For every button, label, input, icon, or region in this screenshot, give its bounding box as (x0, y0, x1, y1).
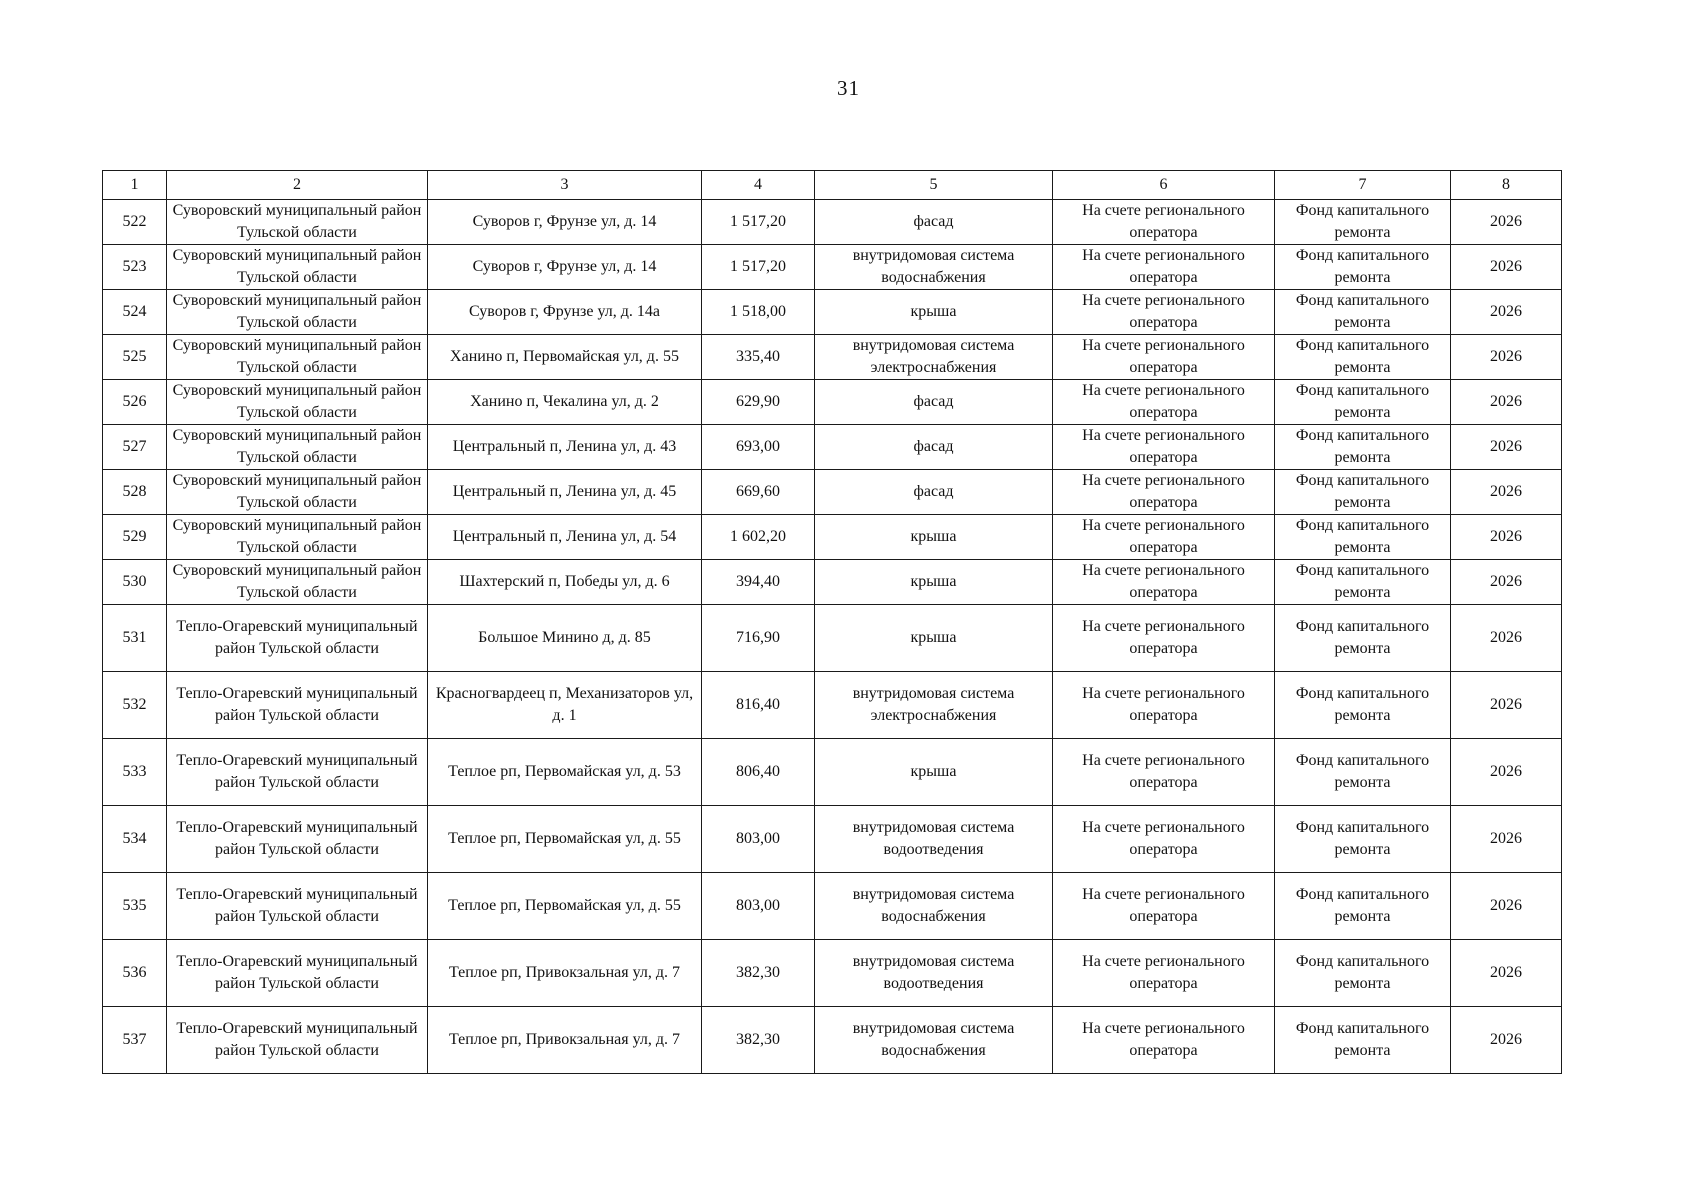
district-cell: Суворовский муниципальный район Тульской области (167, 335, 428, 380)
table-row (103, 940, 1562, 1007)
row-number-cell: 523 (103, 245, 167, 290)
row-number-cell: 527 (103, 425, 167, 470)
funding-source-cell: Фонд капитального ремонта (1275, 470, 1451, 515)
area-cell: 382,30 (702, 1007, 815, 1074)
account-cell: На счете регионального оператора (1053, 672, 1275, 739)
row-number-cell: 537 (103, 1007, 167, 1074)
address-cell: Суворов г, Фрунзе ул, д. 14а (428, 290, 702, 335)
address-cell: Ханино п, Первомайская ул, д. 55 (428, 335, 702, 380)
column-number-row (103, 171, 1562, 200)
address-cell: Ханино п, Чекалина ул, д. 2 (428, 380, 702, 425)
table-row (103, 200, 1562, 245)
year-cell: 2026 (1451, 940, 1562, 1007)
address-cell: Теплое рп, Первомайская ул, д. 53 (428, 739, 702, 806)
funding-source-cell: Фонд капитального ремонта (1275, 335, 1451, 380)
area-cell: 803,00 (702, 873, 815, 940)
funding-source-cell: Фонд капитального ремонта (1275, 245, 1451, 290)
area-cell: 1 518,00 (702, 290, 815, 335)
area-cell: 629,90 (702, 380, 815, 425)
year-cell: 2026 (1451, 605, 1562, 672)
capital-repair-table (102, 170, 1562, 1074)
funding-source-cell: Фонд капитального ремонта (1275, 560, 1451, 605)
area-cell: 1 517,20 (702, 200, 815, 245)
area-cell: 382,30 (702, 940, 815, 1007)
work-type-cell: фасад (815, 425, 1053, 470)
area-cell: 669,60 (702, 470, 815, 515)
area-cell: 816,40 (702, 672, 815, 739)
work-type-cell: внутридомовая система водоснабжения (815, 1007, 1053, 1074)
area-cell: 1 602,20 (702, 515, 815, 560)
address-cell: Теплое рп, Первомайская ул, д. 55 (428, 873, 702, 940)
year-cell: 2026 (1451, 873, 1562, 940)
address-cell: Центральный п, Ленина ул, д. 43 (428, 425, 702, 470)
area-cell: 693,00 (702, 425, 815, 470)
work-type-cell: крыша (815, 739, 1053, 806)
account-cell: На счете регионального оператора (1053, 873, 1275, 940)
year-cell: 2026 (1451, 245, 1562, 290)
funding-source-cell: Фонд капитального ремонта (1275, 1007, 1451, 1074)
account-cell: На счете регионального оператора (1053, 1007, 1275, 1074)
address-cell: Суворов г, Фрунзе ул, д. 14 (428, 245, 702, 290)
work-type-cell: внутридомовая система водоснабжения (815, 245, 1053, 290)
district-cell: Тепло-Огаревский муниципальный район Тульской области (167, 1007, 428, 1074)
district-cell: Тепло-Огаревский муниципальный район Тульской области (167, 873, 428, 940)
address-cell: Центральный п, Ленина ул, д. 45 (428, 470, 702, 515)
row-number-cell: 529 (103, 515, 167, 560)
year-cell: 2026 (1451, 290, 1562, 335)
work-type-cell: внутридомовая система электроснабжения (815, 335, 1053, 380)
year-cell: 2026 (1451, 380, 1562, 425)
table-row (103, 739, 1562, 806)
work-type-cell: крыша (815, 290, 1053, 335)
table-row (103, 380, 1562, 425)
funding-source-cell: Фонд капитального ремонта (1275, 425, 1451, 470)
column-number: 8 (1451, 171, 1562, 200)
work-type-cell: внутридомовая система водоснабжения (815, 873, 1053, 940)
account-cell: На счете регионального оператора (1053, 940, 1275, 1007)
account-cell: На счете регионального оператора (1053, 290, 1275, 335)
work-type-cell: крыша (815, 605, 1053, 672)
funding-source-cell: Фонд капитального ремонта (1275, 290, 1451, 335)
address-cell: Большое Минино д, д. 85 (428, 605, 702, 672)
area-cell: 394,40 (702, 560, 815, 605)
account-cell: На счете регионального оператора (1053, 335, 1275, 380)
district-cell: Суворовский муниципальный район Тульской области (167, 470, 428, 515)
address-cell: Красногвардеец п, Механизаторов ул, д. 1 (428, 672, 702, 739)
year-cell: 2026 (1451, 806, 1562, 873)
district-cell: Тепло-Огаревский муниципальный район Тульской области (167, 672, 428, 739)
table-row (103, 1007, 1562, 1074)
table-row (103, 806, 1562, 873)
district-cell: Суворовский муниципальный район Тульской области (167, 245, 428, 290)
year-cell: 2026 (1451, 515, 1562, 560)
column-number: 7 (1275, 171, 1451, 200)
column-number: 4 (702, 171, 815, 200)
district-cell: Тепло-Огаревский муниципальный район Тульской области (167, 940, 428, 1007)
district-cell: Тепло-Огаревский муниципальный район Тульской области (167, 806, 428, 873)
district-cell: Суворовский муниципальный район Тульской области (167, 290, 428, 335)
table-row (103, 290, 1562, 335)
district-cell: Суворовский муниципальный район Тульской области (167, 560, 428, 605)
funding-source-cell: Фонд капитального ремонта (1275, 200, 1451, 245)
table-row (103, 515, 1562, 560)
address-cell: Центральный п, Ленина ул, д. 54 (428, 515, 702, 560)
district-cell: Тепло-Огаревский муниципальный район Тульской области (167, 605, 428, 672)
year-cell: 2026 (1451, 1007, 1562, 1074)
row-number-cell: 536 (103, 940, 167, 1007)
account-cell: На счете регионального оператора (1053, 515, 1275, 560)
area-cell: 803,00 (702, 806, 815, 873)
row-number-cell: 532 (103, 672, 167, 739)
row-number-cell: 522 (103, 200, 167, 245)
account-cell: На счете регионального оператора (1053, 739, 1275, 806)
year-cell: 2026 (1451, 560, 1562, 605)
row-number-cell: 534 (103, 806, 167, 873)
year-cell: 2026 (1451, 335, 1562, 380)
district-cell: Суворовский муниципальный район Тульской области (167, 380, 428, 425)
page-number: 31 (837, 76, 860, 100)
funding-source-cell: Фонд капитального ремонта (1275, 672, 1451, 739)
year-cell: 2026 (1451, 470, 1562, 515)
row-number-cell: 528 (103, 470, 167, 515)
address-cell: Теплое рп, Привокзальная ул, д. 7 (428, 940, 702, 1007)
column-number: 6 (1053, 171, 1275, 200)
funding-source-cell: Фонд капитального ремонта (1275, 940, 1451, 1007)
account-cell: На счете регионального оператора (1053, 425, 1275, 470)
table-row (103, 560, 1562, 605)
table-row (103, 873, 1562, 940)
area-cell: 1 517,20 (702, 245, 815, 290)
column-number: 1 (103, 171, 167, 200)
row-number-cell: 525 (103, 335, 167, 380)
column-number: 3 (428, 171, 702, 200)
account-cell: На счете регионального оператора (1053, 806, 1275, 873)
account-cell: На счете регионального оператора (1053, 200, 1275, 245)
work-type-cell: крыша (815, 515, 1053, 560)
row-number-cell: 535 (103, 873, 167, 940)
column-number: 5 (815, 171, 1053, 200)
district-cell: Суворовский муниципальный район Тульской области (167, 515, 428, 560)
row-number-cell: 531 (103, 605, 167, 672)
area-cell: 335,40 (702, 335, 815, 380)
table-row (103, 425, 1562, 470)
work-type-cell: внутридомовая система водоотведения (815, 940, 1053, 1007)
address-cell: Теплое рп, Первомайская ул, д. 55 (428, 806, 702, 873)
funding-source-cell: Фонд капитального ремонта (1275, 380, 1451, 425)
row-number-cell: 524 (103, 290, 167, 335)
work-type-cell: внутридомовая система водоотведения (815, 806, 1053, 873)
row-number-cell: 530 (103, 560, 167, 605)
row-number-cell: 526 (103, 380, 167, 425)
table-row (103, 470, 1562, 515)
area-cell: 806,40 (702, 739, 815, 806)
funding-source-cell: Фонд капитального ремонта (1275, 806, 1451, 873)
account-cell: На счете регионального оператора (1053, 470, 1275, 515)
work-type-cell: фасад (815, 380, 1053, 425)
account-cell: На счете регионального оператора (1053, 245, 1275, 290)
account-cell: На счете регионального оператора (1053, 380, 1275, 425)
funding-source-cell: Фонд капитального ремонта (1275, 605, 1451, 672)
work-type-cell: внутридомовая система электроснабжения (815, 672, 1053, 739)
year-cell: 2026 (1451, 425, 1562, 470)
column-number: 2 (167, 171, 428, 200)
year-cell: 2026 (1451, 672, 1562, 739)
table-row (103, 605, 1562, 672)
table-row (103, 245, 1562, 290)
funding-source-cell: Фонд капитального ремонта (1275, 739, 1451, 806)
area-cell: 716,90 (702, 605, 815, 672)
address-cell: Шахтерский п, Победы ул, д. 6 (428, 560, 702, 605)
table-body (103, 171, 1562, 1074)
year-cell: 2026 (1451, 739, 1562, 806)
address-cell: Теплое рп, Привокзальная ул, д. 7 (428, 1007, 702, 1074)
year-cell: 2026 (1451, 200, 1562, 245)
row-number-cell: 533 (103, 739, 167, 806)
funding-source-cell: Фонд капитального ремонта (1275, 873, 1451, 940)
table-row (103, 335, 1562, 380)
account-cell: На счете регионального оператора (1053, 560, 1275, 605)
address-cell: Суворов г, Фрунзе ул, д. 14 (428, 200, 702, 245)
district-cell: Тепло-Огаревский муниципальный район Тульской области (167, 739, 428, 806)
work-type-cell: фасад (815, 200, 1053, 245)
district-cell: Суворовский муниципальный район Тульской области (167, 425, 428, 470)
work-type-cell: крыша (815, 560, 1053, 605)
table-row (103, 672, 1562, 739)
district-cell: Суворовский муниципальный район Тульской области (167, 200, 428, 245)
account-cell: На счете регионального оператора (1053, 605, 1275, 672)
work-type-cell: фасад (815, 470, 1053, 515)
funding-source-cell: Фонд капитального ремонта (1275, 515, 1451, 560)
